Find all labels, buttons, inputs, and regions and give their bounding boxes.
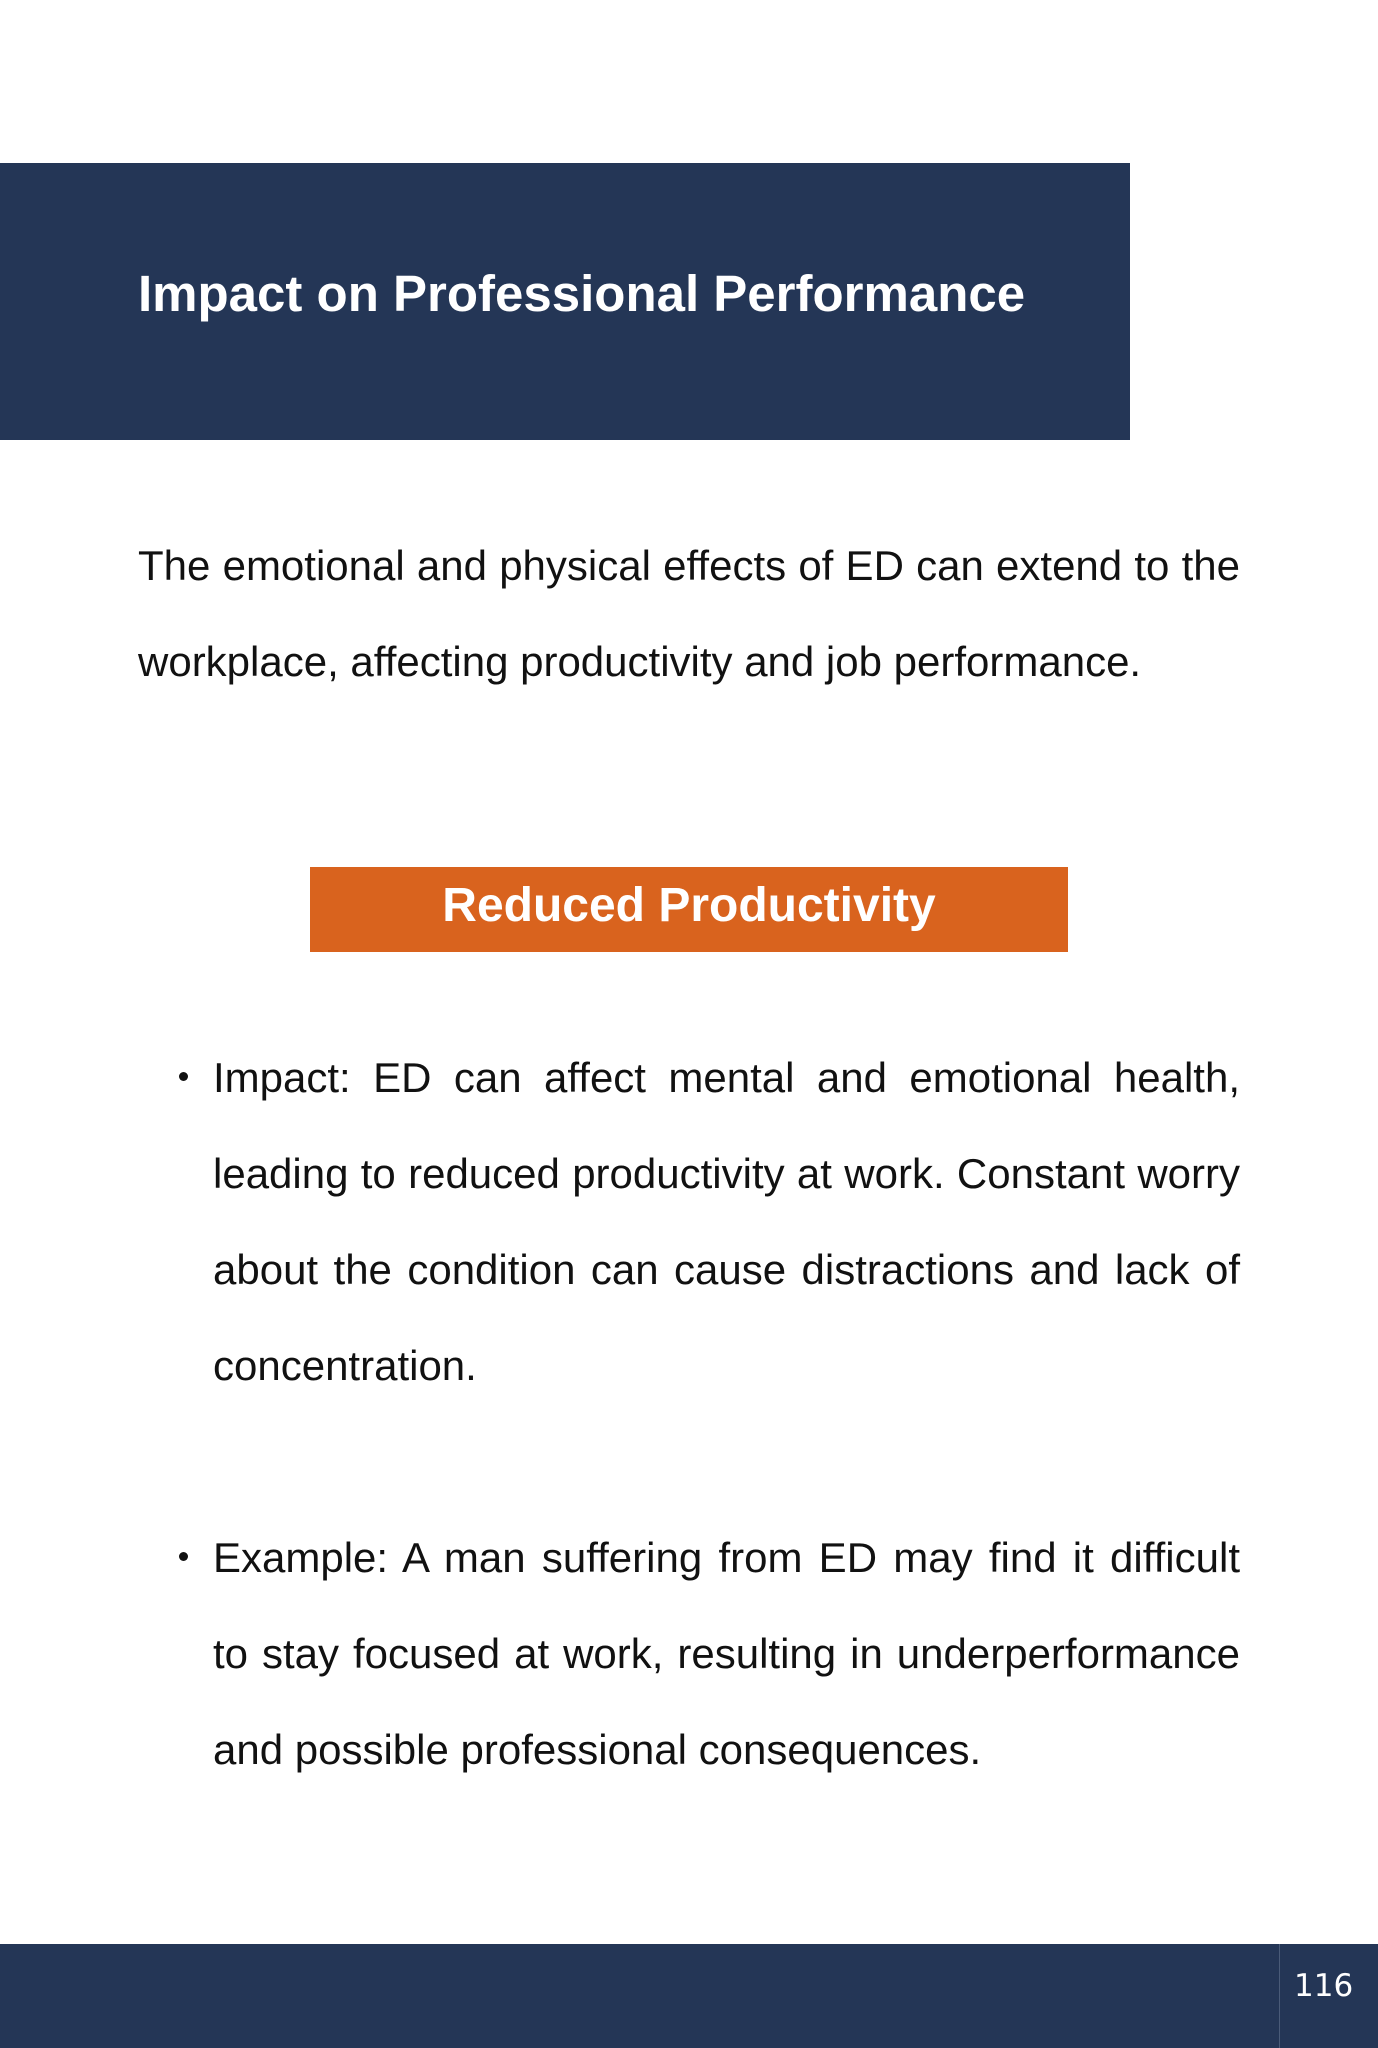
intro-paragraph: The emotional and physical effects of ED can extend to the workplace, affecting productivity and job performance. bbox=[138, 542, 1240, 685]
bullet-impact-text: Impact: ED can affect mental and emotional health, leading to reduced productivity at work. Constant worry about the condition can cause distractions and lack of concentration. bbox=[213, 1054, 1240, 1389]
bullet-impact bbox=[213, 1030, 1240, 1414]
page-number-box bbox=[1279, 1944, 1378, 2048]
page-number: 116 bbox=[1294, 1968, 1354, 2004]
bullet-dot-icon bbox=[179, 1552, 188, 1561]
bullet-example-text: Example: A man suffering from ED may find it difficult to stay focused at work, resulting in underperformance and possible professional consequences. bbox=[213, 1534, 1240, 1773]
section-heading: Reduced Productivity bbox=[310, 867, 1068, 952]
page-title: Impact on Professional Performance bbox=[138, 265, 1026, 322]
bullet-dot-icon bbox=[179, 1072, 188, 1081]
footer-band bbox=[0, 1944, 1378, 2048]
bullet-example bbox=[213, 1510, 1240, 1798]
bullet-list bbox=[213, 1030, 1240, 1798]
